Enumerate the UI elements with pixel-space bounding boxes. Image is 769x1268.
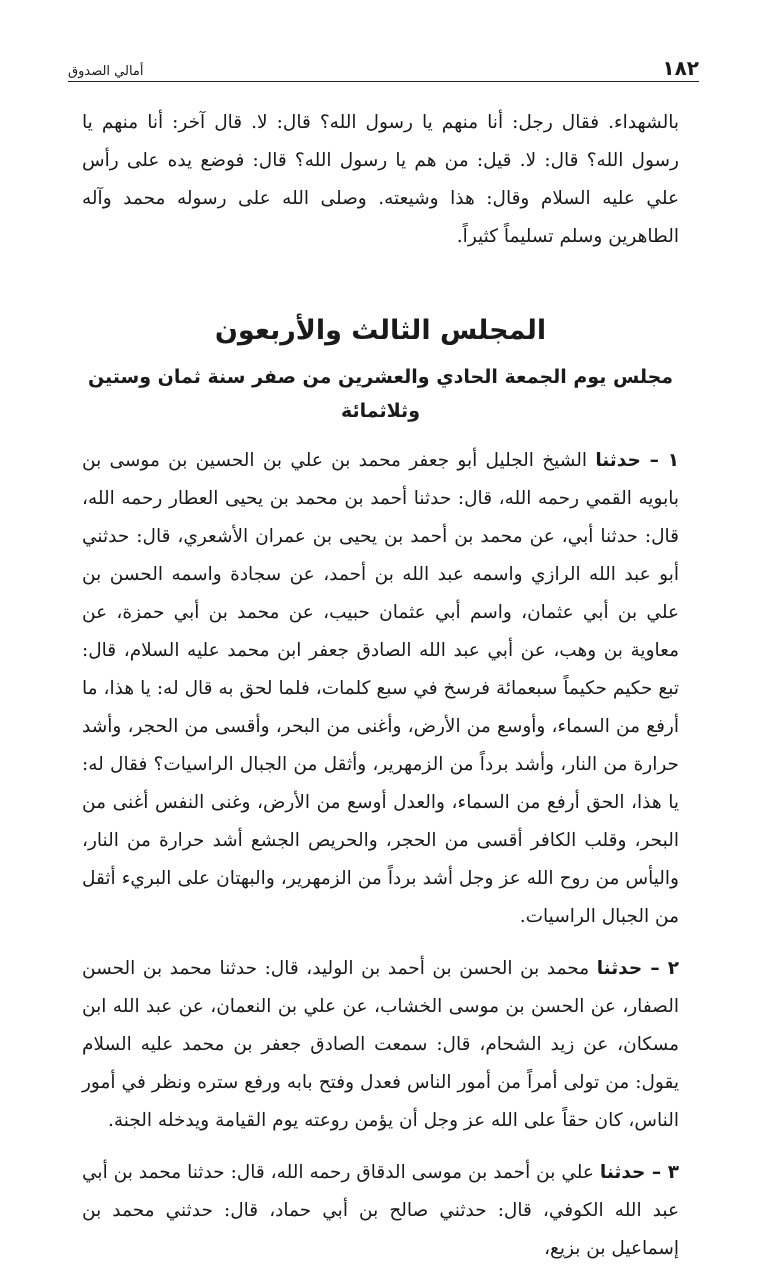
chapter-subtitle: مجلس يوم الجمعة الحادي والعشرين من صفر سنة ثمان وستين وثلاثمائة <box>87 366 674 422</box>
hadith-number-2: ٢ – حدثنا <box>596 958 679 979</box>
hadith-paragraph-1 <box>82 442 679 936</box>
hadith-text-1: الشيخ الجليل أبو جعفر محمد بن علي بن الحسين بن موسى بن بابويه القمي رحمه الله، قال: حدثنا أحمد بن محمد بن يحيى العطار رحمه الله، قال: حدثنا أبي، عن محمد بن أحمد بن يحيى بن عمران الأشعري، قال: حدثني أبو عبد الله الرازي واسمه عبد الله بن أحمد، عن سجادة واسمه الحسن بن علي بن أبي عثمان، واسم أبي عثمان حبيب، عن محمد بن أبي حمزة، عن معاوية بن وهب، عن أبي عبد الله الصادق جعفر ابن محمد عليه السلام، قال: تبع حكيم حكيماً سبعمائة فرسخ في سبع كلمات، فلما لحق به قال له: يا هذا، ما أرفع من السماء، وأوسع من الأرض، وأغنى من البحر، وأقسى من الحجر، وأشد حرارة من النار، وأشد برداً من الزمهرير، وأثقل من الجبال الراسيات؟ فقال له: يا هذا، الحق أرفع من السماء، والعدل أوسع من الأرض، وغنى النفس أغنى من البحر، وقلب الكافر أقسى من الحجر، والحريص الجشع أشد حرارة من النار، واليأس من روح الله عز وجل أشد برداً من الزمهرير، والبهتان على البريء أثقل من الجبال الراسيات. <box>82 450 679 927</box>
book-title: أمالي الصدوق <box>68 64 144 79</box>
hadith-number-3: ٣ – حدثنا <box>599 1162 679 1183</box>
hadith-text-3: علي بن أحمد بن موسى الدقاق رحمه الله، قال: حدثنا محمد بن أبي عبد الله الكوفي، قال: حدثني صالح بن أبي حماد، قال: حدثني محمد بن إسماعيل بن بزيع، <box>82 1162 679 1259</box>
hadith-number-1: ١ – حدثنا <box>595 450 679 471</box>
hadith-paragraph-3 <box>82 1154 679 1268</box>
page-number: ١٨٢ <box>662 56 699 80</box>
chapter-title: المجلس الثالث والأربعون <box>214 315 547 346</box>
hadith-text-2: محمد بن الحسن بن أحمد بن الوليد، قال: حدثنا محمد بن الحسن الصفار، عن الحسن بن موسى الخشاب، عن علي بن النعمان، عن عبد الله ابن مسكان، عن زيد الشحام، قال: سمعت الصادق جعفر بن محمد عليه السلام يقول: من تولى أمراً من أمور الناس فعدل وفتح بابه ورفع ستره ونظر في أمور الناس، كان حقاً على الله عز وجل أن يؤمن روعته يوم القيامة ويدخله الجنة. <box>82 958 679 1131</box>
page-content <box>82 104 679 1268</box>
intro-paragraph: بالشهداء. فقال رجل: أنا منهم يا رسول الله؟ قال: لا. قال آخر: أنا منهم يا رسول الله؟ قال: لا. قيل: من هم يا رسول الله؟ قال: فوضع يده على رأس علي عليه السلام وقال: هذا وشيعته. وصلى الله على رسوله محمد وآله الطاهرين وسلم تسليماً كثيراً. <box>82 112 679 247</box>
running-header <box>68 52 699 82</box>
